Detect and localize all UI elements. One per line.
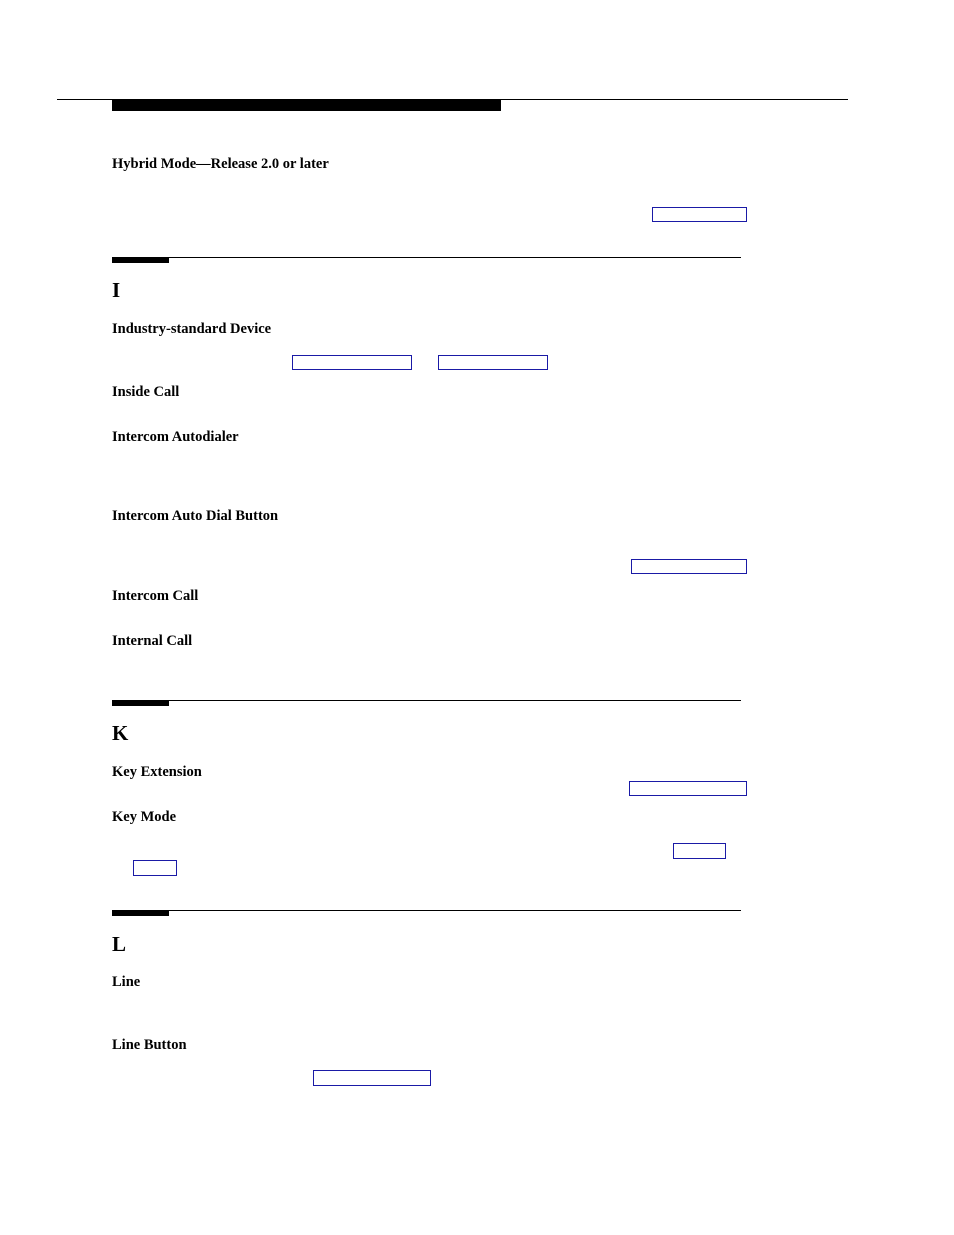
- header-bar: [112, 99, 501, 111]
- section-divider-k: [112, 700, 741, 701]
- section-letter-i: I: [112, 278, 121, 302]
- term-line: Line: [112, 974, 141, 990]
- xref-link-key-mode-2[interactable]: [133, 860, 177, 876]
- term-internal-call: Internal Call: [112, 633, 193, 649]
- term-key-extension: Key Extension: [112, 764, 202, 780]
- xref-link-line-button[interactable]: [313, 1070, 431, 1086]
- xref-link-industry-standard-device-2[interactable]: [438, 355, 548, 370]
- term-key-mode: Key Mode: [112, 809, 177, 825]
- section-divider-l: [112, 910, 741, 911]
- term-intercom-autodialer: Intercom Autodialer: [112, 429, 239, 445]
- section-letter-l: L: [112, 932, 127, 956]
- term-industry-standard-device: Industry-standard Device: [112, 321, 272, 337]
- term-line-button: Line Button: [112, 1037, 187, 1053]
- xref-link-industry-standard-device-1[interactable]: [292, 355, 412, 370]
- section-bar-i: [112, 258, 169, 263]
- section-bar-l: [112, 911, 169, 916]
- term-intercom-call: Intercom Call: [112, 588, 199, 604]
- section-divider-i: [112, 257, 741, 258]
- term-inside-call: Inside Call: [112, 384, 180, 400]
- xref-link-intercom-auto-dial-button[interactable]: [631, 559, 747, 574]
- xref-link-key-mode-1[interactable]: [673, 843, 726, 859]
- section-letter-k: K: [112, 721, 129, 745]
- section-bar-k: [112, 701, 169, 706]
- xref-link-key-extension[interactable]: [629, 781, 747, 796]
- term-hybrid-mode: Hybrid Mode—Release 2.0 or later: [112, 156, 329, 172]
- xref-link-hybrid-mode[interactable]: [652, 207, 747, 222]
- term-intercom-auto-dial-button: Intercom Auto Dial Button: [112, 508, 279, 524]
